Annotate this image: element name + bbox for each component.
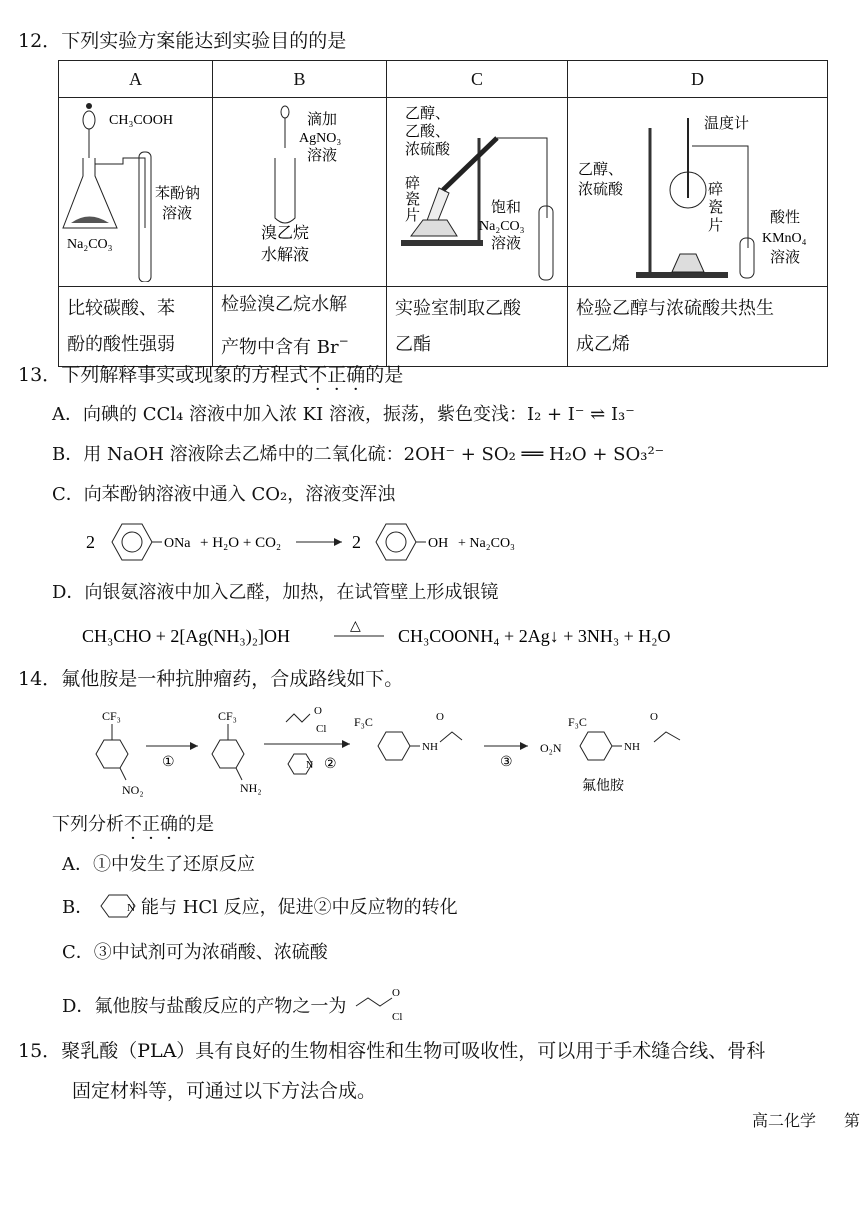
q15-line2: 固定材料等，可通过以下方法合成。 <box>72 1080 377 1102</box>
q14-title: 14．氟他胺是一种抗肿瘤药，合成路线如下。 <box>18 668 404 690</box>
svg-text:碎: 碎 <box>708 182 724 198</box>
q14-option-d: D．氟他胺与盐酸反应的产物之一为 O Cl <box>62 986 418 1026</box>
svg-text:2: 2 <box>86 532 95 552</box>
q14-option-a: A．①中发生了还原反应 <box>62 854 255 875</box>
col-c-header: C <box>387 61 568 98</box>
svg-text:Na₂CO₃: Na₂CO₃ <box>67 237 113 252</box>
apparatus-a <box>59 98 213 287</box>
svg-text:②: ② <box>324 757 337 772</box>
svg-text:溶液: 溶液 <box>491 236 522 252</box>
svg-text:溶液: 溶液 <box>307 148 338 164</box>
svg-text:Cl: Cl <box>316 723 327 735</box>
svg-text:浓硫酸: 浓硫酸 <box>578 182 624 198</box>
apparatus-b-diagram <box>213 98 386 282</box>
q13-option-a: A．向碘的 CCl₄ 溶液中加入浓 KI 溶液，振荡，紫色变浅：I₂ + I⁻ ⇌ I₃⁻ <box>52 404 635 425</box>
svg-text:Cl: Cl <box>392 1011 403 1023</box>
nitrobenzotrifluoride <box>96 709 144 797</box>
q14-sub-stem: 下列分析不正确的是 <box>52 814 214 835</box>
svg-text:NO₂: NO₂ <box>122 783 144 797</box>
apparatus-c-diagram <box>387 98 567 282</box>
svg-text:CH₃CHO + 2[Ag(NH₃)₂]OH: CH₃CHO + 2[Ag(NH₃)₂]OH <box>82 626 290 646</box>
svg-text:乙酸、: 乙酸、 <box>405 124 451 140</box>
svg-text:F₃C: F₃C <box>568 715 587 729</box>
flutamide <box>540 711 680 794</box>
q13-title: 13．下列解释事实或现象的方程式不正确的是 <box>18 364 404 386</box>
q12-title: 12．下列实验方案能达到实验目的的是 <box>18 30 347 52</box>
q13-option-c: C．向苯酚钠溶液中通入 CO₂，溶液变浑浊 <box>52 484 396 505</box>
svg-text:CH₃COOH: CH₃COOH <box>109 113 173 128</box>
svg-text:Na₂CO₃: Na₂CO₃ <box>479 219 525 234</box>
svg-text:碎: 碎 <box>405 176 421 192</box>
svg-text:片: 片 <box>405 208 421 224</box>
svg-text:瓷: 瓷 <box>708 200 724 216</box>
svg-text:△: △ <box>350 619 361 634</box>
svg-text:瓷: 瓷 <box>405 192 421 208</box>
svg-text:N: N <box>126 902 135 914</box>
amide-intermediate <box>354 711 462 760</box>
q12-table <box>58 60 828 367</box>
svg-text:CH₃COONH₄ + 2Ag↓ + 3NH₃ + H₂O: CH₃COONH₄ + 2Ag↓ + 3NH₃ + H₂O <box>398 626 671 646</box>
page-footer: 高二化学 第 <box>752 1111 861 1130</box>
col-d-header: D <box>568 61 828 98</box>
desc-c: 实验室制取乙酸 乙酯 <box>387 287 568 367</box>
aminobenzotrifluoride <box>212 709 262 795</box>
svg-text:溶液: 溶液 <box>770 250 801 266</box>
q13-option-d: D．向银氨溶液中加入乙醛，加热，在试管壁上形成银镜 <box>52 582 499 603</box>
svg-text:乙醇、: 乙醇、 <box>405 106 451 122</box>
svg-text:NH: NH <box>624 741 640 753</box>
q14-option-c: C．③中试剂可为浓硝酸、浓硫酸 <box>62 942 328 963</box>
svg-text:苯酚钠: 苯酚钠 <box>155 186 201 202</box>
col-b-header: B <box>213 61 387 98</box>
svg-text:2: 2 <box>352 532 361 552</box>
q13-d-equation <box>80 612 740 652</box>
svg-text:O: O <box>436 711 444 723</box>
svg-text:NH: NH <box>422 741 438 753</box>
svg-text:O: O <box>314 705 322 717</box>
svg-text:滴加: 滴加 <box>307 112 338 128</box>
isobutyryl-chloride-structure <box>352 986 418 1026</box>
apparatus-a-diagram <box>59 98 212 282</box>
svg-text:溴乙烷: 溴乙烷 <box>261 225 310 242</box>
svg-text:F₃C: F₃C <box>354 715 373 729</box>
svg-text:溶液: 溶液 <box>162 206 193 222</box>
svg-text:OH: OH <box>428 536 449 551</box>
svg-text:片: 片 <box>708 218 724 234</box>
svg-text:CF₃: CF₃ <box>102 709 121 723</box>
svg-text:O₂N: O₂N <box>540 741 562 755</box>
svg-text:乙醇、: 乙醇、 <box>578 162 624 178</box>
q14-scheme <box>80 698 720 802</box>
svg-text:NH₂: NH₂ <box>240 781 262 795</box>
q13-c-equation <box>80 512 560 572</box>
svg-text:氟他胺: 氟他胺 <box>582 779 624 794</box>
svg-text:CF₃: CF₃ <box>218 709 237 723</box>
apparatus-c <box>387 98 568 287</box>
svg-text:酸性: 酸性 <box>770 210 801 226</box>
svg-text:浓硫酸: 浓硫酸 <box>405 142 451 158</box>
svg-text:温度计: 温度计 <box>704 116 750 132</box>
svg-text:③: ③ <box>500 755 513 770</box>
svg-text:O: O <box>650 711 658 723</box>
desc-a: 比较碳酸、苯 酚的酸性强弱 <box>59 287 213 367</box>
svg-text:ONa: ONa <box>164 536 191 551</box>
desc-d: 检验乙醇与浓硫酸共热生 成乙烯 <box>568 287 828 367</box>
apparatus-b <box>213 98 387 287</box>
svg-text:KMnO₄: KMnO₄ <box>762 231 807 246</box>
apparatus-d-diagram <box>568 98 830 282</box>
q15-line1: 15．聚乳酸（PLA）具有良好的生物相容性和生物可吸收性，可以用于手术缝合线、骨科 <box>18 1040 766 1062</box>
svg-text:O: O <box>392 987 401 999</box>
apparatus-d <box>568 98 828 287</box>
svg-text:+ Na₂CO₃: + Na₂CO₃ <box>458 536 515 551</box>
q13-option-b: B．用 NaOH 溶液除去乙烯中的二氧化硫：2OH⁻ + SO₂ ══ H₂O + SO₃²⁻ <box>52 444 665 465</box>
svg-text:饱和: 饱和 <box>491 200 522 216</box>
svg-text:AgNO₃: AgNO₃ <box>299 131 342 146</box>
svg-text:N: N <box>306 760 314 771</box>
svg-text:水解液: 水解液 <box>261 247 310 264</box>
svg-text:①: ① <box>162 755 175 770</box>
desc-b: 检验溴乙烷水解 产物中含有 Br− <box>213 287 387 367</box>
q14-option-b: B． N 能与 HCl 反应，促进②中反应物的转化 <box>62 893 458 919</box>
pyridine-structure <box>99 893 141 919</box>
svg-text:+ H₂O + CO₂: + H₂O + CO₂ <box>200 535 282 551</box>
col-a-header: A <box>59 61 213 98</box>
